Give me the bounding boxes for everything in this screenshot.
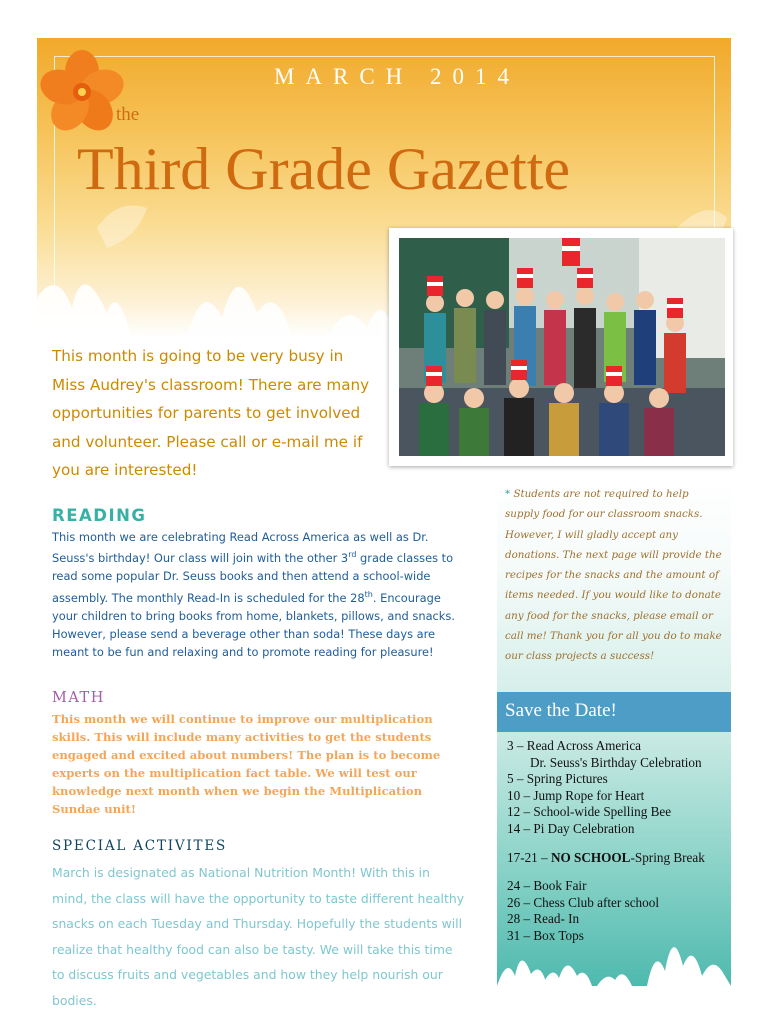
save-the-date-bar	[497, 692, 731, 732]
special-activities-heading: SPECIAL ACTIVITES	[52, 838, 228, 854]
no-school-label: NO SCHOOL	[550, 849, 631, 865]
event-item: Dr. Seuss's Birthday Celebration	[530, 754, 702, 770]
event-item: 24 – Book Fair	[507, 878, 587, 894]
event-item-spring-break	[507, 850, 731, 867]
reading-sup-2: th	[364, 589, 373, 599]
sidebar	[497, 478, 731, 986]
reading-text-2: grade classes to read some popular Dr. Seuss books and then attend a school-wide assembly. The monthly Read-In is scheduled for the 28	[52, 551, 454, 605]
hibiscus-flower-icon	[37, 52, 127, 132]
event-item: 12 – School-wide Spelling Bee	[507, 804, 672, 820]
event-item: 5 – Spring Pictures	[507, 771, 608, 787]
reading-text-1: This month we are celebrating Read Across America as well as Dr. Seuss's birthday! Our class will join with the other 3	[52, 530, 429, 566]
grass-decoration	[497, 916, 731, 986]
event-item: 31 – Box Tops	[507, 927, 584, 943]
intro-paragraph: This month is going to be very busy in Miss Audrey's classroom! There are many opportunities for parents to get involved and volunteer. Please call or e-mail me if you are interested!	[52, 347, 370, 479]
math-paragraph: This month we will continue to improve our multiplication skills. This will include many activities to get the students engaged and excited about numbers! The plan is to become experts on the multiplication fact table. We will test our knowledge next month when we begin the Multiplication Sundae unit!	[52, 712, 441, 817]
class-photo	[399, 238, 725, 456]
event-item: 3 – Read Across America	[507, 738, 642, 753]
reading-heading: READING	[52, 506, 147, 525]
event-item: 14 – Pi Day Celebration	[507, 820, 635, 836]
newsletter-page	[37, 38, 731, 1008]
note-text: Students are not required to help supply food for our classroom snacks. However, I will gladly accept any donations. The next page will provide the recipes for the snacks and the amount of items needed. If you would like to donate any food for the snacks, please email or call me! Thank you for all you do to make our class projects a success!	[505, 488, 722, 663]
event-item: 26 – Chess Club after school	[507, 894, 660, 910]
event-list	[507, 738, 731, 945]
event-item: 28 – Read- In	[507, 911, 580, 927]
reading-paragraph	[52, 528, 462, 662]
reading-sup-1: rd	[348, 550, 357, 560]
math-heading: MATH	[52, 690, 105, 706]
reading-text-3: . Encourage your children to bring books from home, blankets, pillows, and snacks. However, please send a beverage other than soda! These days are meant to be fun and relaxing and to promote reading for pleasure!	[52, 590, 455, 660]
event-suffix: -Spring Break	[630, 849, 705, 865]
issue-month: MARCH 2014	[273, 64, 521, 89]
event-date: 17-21 –	[507, 849, 551, 865]
newsletter-title: Third Grade Gazette	[77, 136, 571, 202]
note-bullet: *	[505, 488, 511, 500]
special-activities-paragraph: March is designated as National Nutrition Month! With this in mind, the class will have the opportunity to taste different healthy snacks on each Tuesday and Thursday. Hopefully the students will realize that healthy food can also be tasty. We will take this time to discuss fruits and vegetables and how they help nourish our bodies.	[52, 865, 465, 1008]
class-photo-frame	[389, 228, 733, 466]
title-article: the	[116, 104, 140, 125]
event-item: 10 – Jump Rope for Heart	[507, 787, 645, 803]
snack-note	[505, 484, 723, 667]
save-the-date-title: Save the Date!	[505, 700, 617, 721]
